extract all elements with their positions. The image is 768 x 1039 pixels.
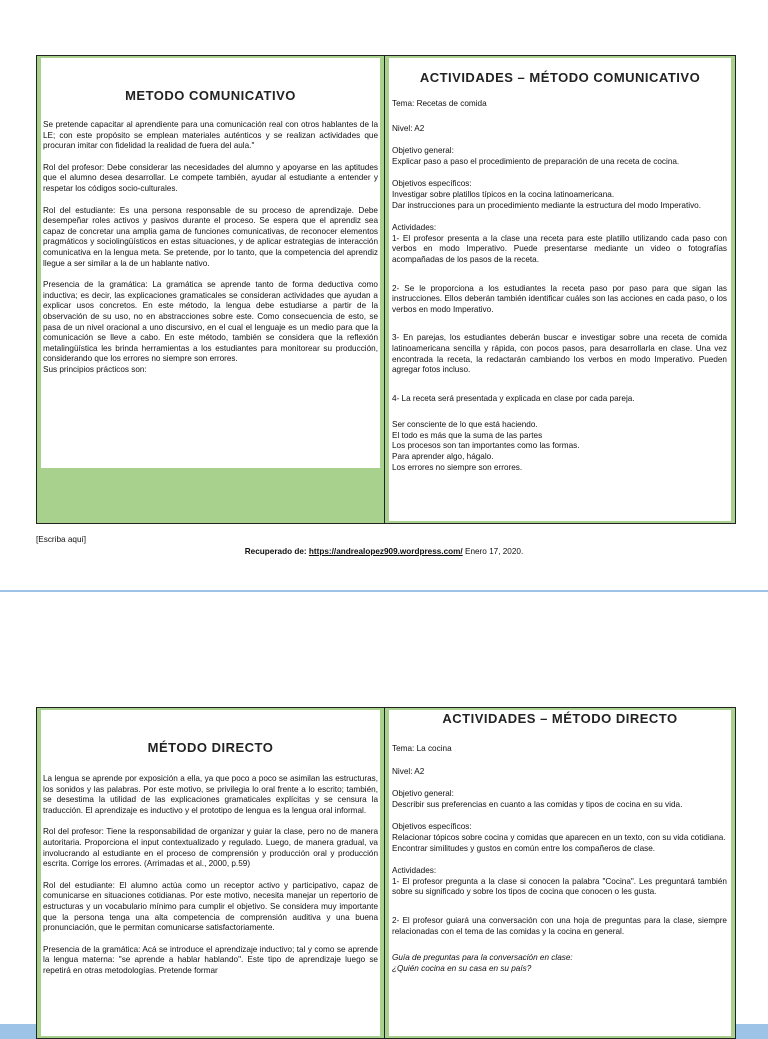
activities-title: ACTIVIDADES – MÉTODO COMUNICATIVO bbox=[419, 70, 701, 85]
objetivo-especifico-1: Relacionar tópicos sobre cocina y comidas que aparecen en un texto, con su vida cotidiana. bbox=[392, 832, 726, 842]
objetivo-general-label: Objetivo general: bbox=[392, 146, 454, 156]
method-description-cell bbox=[41, 710, 380, 1036]
rol-estudiante-paragraph: Rol del estudiante: El alumno actúa como un receptor activo y participativo, capaz de comunicarse en situaciones cotidianas. Por este motivo, necesita manejar un repertorio de estructuras y un vocabulario mínimo para cumplir el objetivo. Se considera muy importante que la persona tenga una alta competencia de comprensión auditiva y una buena pronunciación, que le permitan comunicarse satisfactoriamente. bbox=[43, 880, 378, 933]
rol-profesor-paragraph: Rol del profesor: Tiene la responsabilidad de organizar y guiar la clase, pero no de manera autoritaria. Proporciona el input contextualizado y regulado. Luego, de manera gradual, va involucrando al estudiante en el proceso de comprensión y producción oral y producción escrita. Corrige los errores. (Arrimadas et al., 2000, p.59) bbox=[43, 827, 378, 869]
actividades-label: Actividades: bbox=[392, 866, 437, 876]
activities-cell bbox=[389, 58, 731, 521]
table-divider bbox=[384, 56, 385, 523]
principio-item: Para aprender algo, hágalo. bbox=[392, 452, 494, 462]
page-2 bbox=[0, 592, 768, 1024]
method-paragraph: La lengua se aprende por exposición a ella, ya que poco a poco se asimilan las estructuras, los sonidos y las palabras. Por este motivo, se privilegia lo oral frente a lo escrito; también, se desestima la utilidad de las explicaciones gramaticales explícitas y se censura la traducción. El aprendizaje es inductivo y el prototipo de lengua es la lengua oral informal. bbox=[43, 774, 378, 815]
header-placeholder: [Escriba aquí] bbox=[36, 535, 87, 544]
objetivo-especifico-2: Dar instrucciones para un procedimiento mediante la estructura del modo Imperativo. bbox=[392, 200, 702, 210]
rol-estudiante-paragraph: Rol del estudiante: Es una persona responsable de su proceso de aprendizaje. Debe desempeñar roles activos y pasivos durante el proceso. Se espera que el aprendiz sea capaz de concretar una amplia gama de funciones comunicativas, de reconocer elementos pragmáticos y sociolingüísticos en estas situaciones, y de aplicar estrategias de interacción comunicativa en la lengua meta. Se pretende, por lo tanto, que la competencia del aprendiz llegue a ser similar a la de un hablante nativo. bbox=[43, 205, 378, 268]
nivel-text: Nivel: A2 bbox=[392, 766, 425, 776]
method-title: MÉTODO DIRECTO bbox=[147, 740, 274, 755]
guia-question: ¿Quién cocina en su casa en su país? bbox=[392, 963, 532, 973]
objetivo-general-text: Explicar paso a paso el procedimiento de preparación de una receta de cocina. bbox=[392, 156, 680, 166]
actividad-3: 3- En parejas, los estudiantes deberán buscar e investigar sobre una receta de comida latinoamericana sencilla y rápida, con pocos pasos, para desarrollarla en clase. Una vez encontrada la receta, la redactarán cambiando los verbos en modo Imperativo. Pueden agregar fotos incluso. bbox=[392, 333, 727, 375]
principio-item: El todo es más que la suma de las partes bbox=[392, 430, 543, 440]
principio-item: Los procesos son tan importantes como las formas. bbox=[392, 441, 580, 451]
method-table-comunicativo bbox=[36, 55, 736, 524]
rol-profesor-paragraph: Rol del profesor: Debe considerar las necesidades del alumno y apoyarse en las aptitudes que el alumno desea desarrollar. Le compete también, ayudar al estudiante a entender y respetar los códigos socio-culturales. bbox=[43, 162, 378, 193]
objetivo-especifico-2: Encontrar similitudes y gustos en común entre los compañeros de clase. bbox=[392, 843, 656, 853]
guia-label: Guía de preguntas para la conversación en clase: bbox=[392, 953, 573, 963]
principio-item: Los errores no siempre son errores. bbox=[392, 462, 523, 472]
activities-title: ACTIVIDADES – MÉTODO DIRECTO bbox=[442, 711, 678, 726]
actividad-1: 1- El profesor pregunta a la clase si conocen la palabra "Cocina". Les preguntará también sobre su significado y sobre los tipos de cocina que conocen o les gusta. bbox=[392, 876, 727, 897]
gramatica-paragraph: Presencia de la gramática: Acá se introduce el aprendizaje inductivo; tal y como se aprende la lengua materna: "se aprende a hablar hablando". Este tipo de aprendizaje luego se repetirá en otras metodologías. Pretende formar bbox=[43, 944, 378, 975]
method-description-cell bbox=[41, 58, 380, 468]
table-divider bbox=[384, 708, 385, 1038]
principio-item: Ser consciente de lo que está haciendo. bbox=[392, 420, 538, 430]
tema-text: Tema: La cocina bbox=[392, 744, 452, 753]
actividad-4: 4- La receta será presentada y explicada en clase por cada pareja. bbox=[392, 393, 635, 403]
tema-text: Tema: Recetas de comida bbox=[392, 99, 487, 108]
actividad-2: 2- Se le proporciona a los estudiantes la receta paso por paso para que sigan las instrucciones. Ellos deberán también identificar cuáles son las acciones en cada paso, o los verbos en modo Imperativo. bbox=[392, 283, 727, 314]
actividad-1: 1- El profesor presenta a la clase una receta para este platillo utilizando cada paso con verbos en modo Imperativo. Puede presentarse mediante un video o fotografías acompañadas de los pasos de la receta. bbox=[392, 233, 727, 264]
method-title: METODO COMUNICATIVO bbox=[125, 88, 296, 103]
objetivo-general-text: Describir sus preferencias en cuanto a las comidas y tipos de cocina en su vida. bbox=[392, 799, 683, 809]
objetivo-general-label: Objetivo general: bbox=[392, 789, 454, 799]
principios-label: Sus principios prácticos son: bbox=[43, 364, 147, 374]
source-label: Recuperado de: bbox=[244, 547, 309, 556]
source-link[interactable]: https://andrealopez909.wordpress.com/ bbox=[308, 547, 463, 556]
source-citation bbox=[0, 547, 768, 556]
objetivos-especificos-label: Objetivos específicos: bbox=[392, 179, 472, 189]
source-date: Enero 17, 2020. bbox=[462, 547, 524, 556]
gramatica-paragraph: Presencia de la gramática: La gramática se aprende tanto de forma deductiva como inductiva; es decir, las explicaciones gramaticales se consideran actividades que ayudan a explicar usos concretos. En este método, la lengua debe estudiarse a partir de la observación de su uso, no en abstracciones sobre este. Como consecuencia de esto, se pasa de un nivel oracional a uno discursivo, en el cual el lenguaje es un medio para que la comunicación se lleve a cabo. En este método, también se considera que la reflexión metalingüística les brinda herramientas a los estudiantes para monitorear su producción, considerando que los errores no siempre son errores. bbox=[43, 280, 378, 364]
nivel-text: Nivel: A2 bbox=[392, 123, 425, 133]
actividad-2: 2- El profesor guiará una conversación con una hoja de preguntas para la clase, siempre relacionadas con el tema de las comidas y la cocina en general. bbox=[392, 915, 727, 936]
method-paragraph: Se pretende capacitar al aprendiente para una comunicación real con otros hablantes de la LE; con este propósito se emplean materiales auténticos y se realizan actividades que procuran imitar con fidelidad la realidad de fuera del aula." bbox=[43, 120, 378, 151]
actividades-label: Actividades: bbox=[392, 223, 437, 233]
principios-list bbox=[389, 420, 731, 473]
activities-cell bbox=[389, 710, 731, 1036]
objetivo-especifico-1: Investigar sobre platillos típicos en la cocina latinoamericana. bbox=[392, 189, 615, 199]
method-table-directo bbox=[36, 707, 736, 1039]
objetivos-especificos-label: Objetivos específicos: bbox=[392, 822, 472, 832]
